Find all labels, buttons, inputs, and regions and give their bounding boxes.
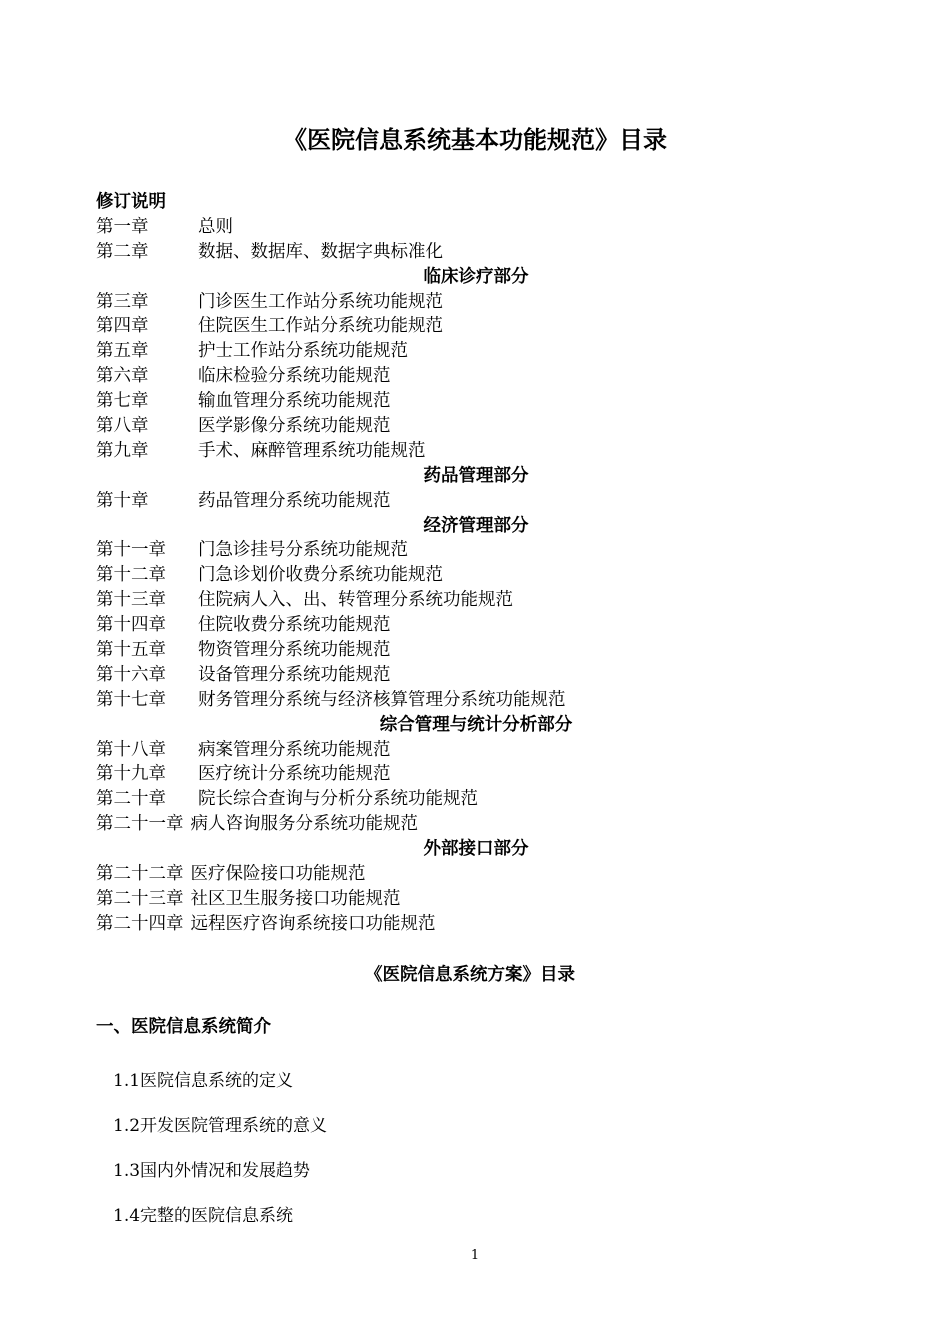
- chapter-number: 第二十章: [96, 789, 166, 810]
- subsection-list: [113, 1066, 327, 1246]
- chapter-title: 药品管理分系统功能规范: [198, 490, 391, 511]
- subsection-item: 1.3国内外情况和发展趋势: [113, 1161, 311, 1181]
- chapter-title: 院长综合查询与分析分系统功能规范: [198, 789, 478, 810]
- toc-chapter: [96, 364, 856, 389]
- page-number: 1: [470, 1248, 480, 1263]
- toc-chapter: [96, 887, 856, 912]
- subsection-item: 1.1医院信息系统的定义: [113, 1071, 294, 1091]
- chapter-title: 医疗统计分系统功能规范: [198, 764, 391, 785]
- toc-section-heading: 经济管理部分: [423, 515, 529, 536]
- toc-chapter: [96, 215, 856, 240]
- chapter-title: 门诊医生工作站分系统功能规范: [198, 291, 443, 312]
- toc-chapter: [96, 389, 856, 414]
- toc-chapter: [96, 638, 856, 663]
- toc-heading: 修订说明: [96, 192, 166, 212]
- chapter-title: 社区卫生服务接口功能规范: [190, 888, 401, 909]
- toc-chapter: [96, 688, 856, 713]
- chapter-number: 第十二章: [96, 565, 166, 586]
- page-title: 《医院信息系统基本功能规范》目录: [283, 126, 667, 154]
- chapter-number: 第二十一章: [96, 814, 184, 835]
- toc-chapter: [96, 339, 856, 364]
- toc-section-heading: 外部接口部分: [423, 839, 529, 860]
- chapter-number: 第十七章: [96, 689, 166, 710]
- chapter-number: 第十四章: [96, 615, 166, 636]
- chapter-number: 第十章: [96, 490, 149, 511]
- subsection-item: 1.2开发医院管理系统的意义: [113, 1116, 328, 1136]
- toc-chapter: [96, 240, 856, 265]
- chapter-title: 输血管理分系统功能规范: [198, 391, 391, 412]
- chapter-title: 住院医生工作站分系统功能规范: [198, 316, 443, 337]
- chapter-title: 门急诊划价收费分系统功能规范: [198, 565, 443, 586]
- section-heading-intro: 一、医院信息系统简介: [96, 1017, 271, 1037]
- chapter-title: 物资管理分系统功能规范: [198, 640, 391, 661]
- chapter-number: 第四章: [96, 316, 149, 337]
- chapter-number: 第二十四章: [96, 913, 184, 934]
- toc-chapter: [96, 588, 856, 613]
- chapter-number: 第五章: [96, 341, 149, 362]
- chapter-number: 第十一章: [96, 540, 166, 561]
- chapter-title: 门急诊挂号分系统功能规范: [198, 540, 408, 561]
- chapter-title: 医学影像分系统功能规范: [198, 416, 391, 437]
- chapter-number: 第十五章: [96, 640, 166, 661]
- toc-chapter: [96, 613, 856, 638]
- chapter-title: 病人咨询服务分系统功能规范: [190, 814, 418, 835]
- toc-chapter: [96, 563, 856, 588]
- chapter-number: 第二十三章: [96, 888, 184, 909]
- chapter-title: 数据、数据库、数据字典标准化: [198, 241, 443, 262]
- chapter-number: 第二十二章: [96, 864, 184, 885]
- subsection-item: 1.4完整的医院信息系统: [113, 1206, 294, 1226]
- chapter-number: 第八章: [96, 416, 149, 437]
- chapter-number: 第七章: [96, 391, 149, 412]
- chapter-title: 住院收费分系统功能规范: [198, 615, 391, 636]
- toc-section-heading: 药品管理部分: [423, 465, 529, 486]
- chapter-title: 住院病人入、出、转管理分系统功能规范: [198, 590, 513, 611]
- toc-section-heading: 综合管理与统计分析部分: [379, 714, 573, 735]
- chapter-number: 第六章: [96, 366, 149, 387]
- chapter-title: 病案管理分系统功能规范: [198, 739, 391, 760]
- chapter-number: 第十九章: [96, 764, 166, 785]
- chapter-number: 第三章: [96, 291, 149, 312]
- toc-chapter: [96, 862, 856, 887]
- chapter-title: 远程医疗咨询系统接口功能规范: [190, 913, 436, 934]
- chapter-title: 设备管理分系统功能规范: [198, 664, 391, 685]
- toc-chapter: [96, 489, 856, 514]
- toc-chapter: [96, 663, 856, 688]
- toc-chapter: [96, 414, 856, 439]
- chapter-number: 第一章: [96, 216, 149, 237]
- chapter-title: 临床检验分系统功能规范: [198, 366, 391, 387]
- chapter-title: 总则: [198, 216, 233, 237]
- toc-chapter: [96, 439, 856, 464]
- toc-chapter: [96, 538, 856, 563]
- toc-chapter: [96, 812, 856, 837]
- toc-chapter: [96, 912, 856, 937]
- toc-chapter: [96, 762, 856, 787]
- chapter-title: 医疗保险接口功能规范: [190, 864, 366, 885]
- table-of-contents: [96, 190, 856, 937]
- chapter-number: 第十六章: [96, 664, 166, 685]
- toc-chapter: [96, 290, 856, 315]
- chapter-title: 护士工作站分系统功能规范: [198, 341, 408, 362]
- chapter-number: 第十八章: [96, 739, 166, 760]
- toc-section-heading: 临床诊疗部分: [423, 266, 529, 287]
- second-document-title: 《医院信息系统方案》目录: [365, 965, 575, 985]
- chapter-title: 财务管理分系统与经济核算管理分系统功能规范: [198, 689, 566, 710]
- chapter-number: 第十三章: [96, 590, 166, 611]
- chapter-number: 第二章: [96, 241, 149, 262]
- toc-chapter: [96, 787, 856, 812]
- chapter-number: 第九章: [96, 440, 149, 461]
- toc-chapter: [96, 738, 856, 763]
- toc-chapter: [96, 314, 856, 339]
- chapter-title: 手术、麻醉管理系统功能规范: [198, 440, 426, 461]
